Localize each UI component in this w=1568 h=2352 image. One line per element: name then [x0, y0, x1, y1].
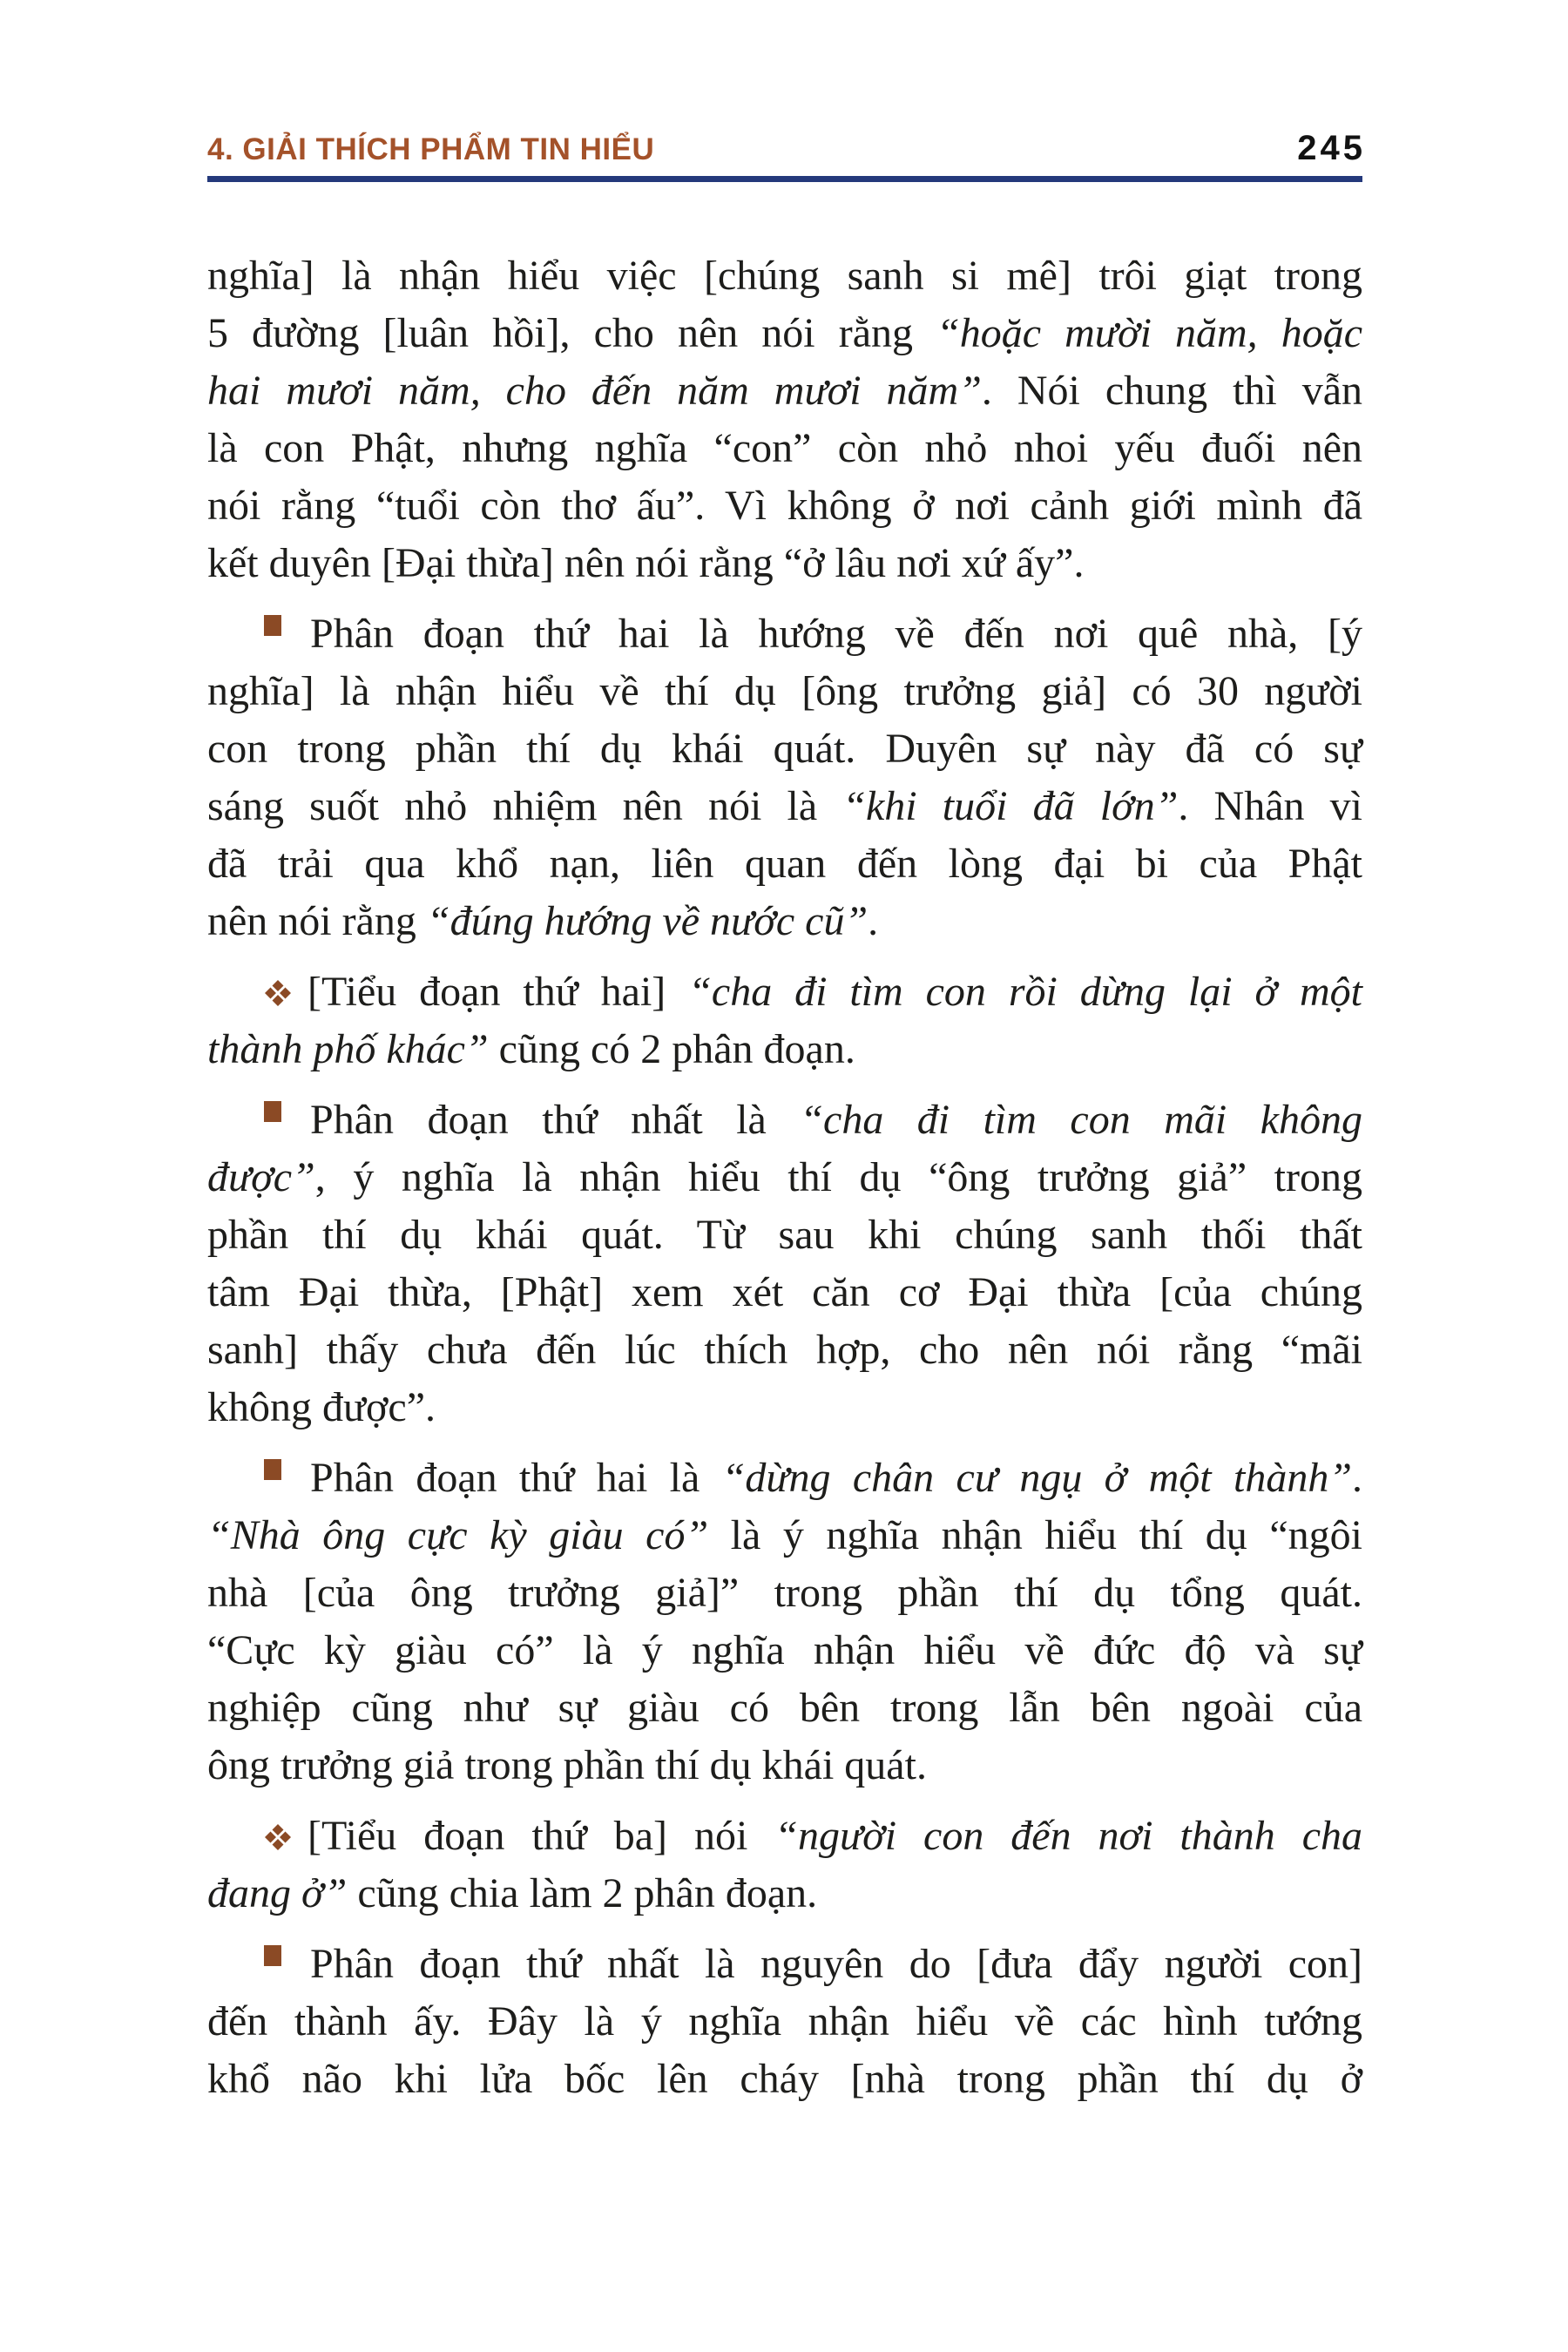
italic-text-segment: đang ở”	[207, 1870, 348, 1916]
italic-text-segment: “dừng chân cư ngụ ở một thành”	[721, 1455, 1353, 1501]
text-segment: “Cực kỳ giàu có” là ý nghĩa nhận hiểu về đức độ và sự	[207, 1627, 1362, 1673]
text-line	[207, 835, 1362, 893]
text-segment: . Nhân vì	[1178, 783, 1363, 829]
diamond-bullet-icon	[264, 963, 292, 1021]
text-segment: .	[1352, 1455, 1363, 1501]
text-segment: nghĩa] là nhận hiểu về thí dụ [ông trưởng giả] có 30 người	[207, 668, 1362, 714]
text-segment: Phân đoạn thứ nhất là	[310, 1097, 801, 1143]
paragraph-5	[207, 1450, 1362, 1794]
text-line	[207, 1993, 1362, 2051]
page-header	[207, 129, 1366, 167]
italic-text-segment: “hoặc mười năm, hoặc	[936, 310, 1363, 356]
text-line	[207, 420, 1362, 477]
text-line	[207, 362, 1362, 420]
text-segment: phần thí dụ khái quát. Từ sau khi chúng sanh thối thất	[207, 1212, 1362, 1258]
text-line	[207, 1936, 1362, 1993]
paragraph-3	[207, 963, 1362, 1078]
text-line	[207, 1149, 1362, 1206]
text-line	[207, 963, 1362, 1021]
text-segment: khổ não khi lửa bốc lên cháy [nhà trong phần thí dụ ở	[207, 2056, 1362, 2102]
text-segment: cũng có 2 phân đoạn.	[488, 1026, 855, 1072]
italic-text-segment: “Nhà ông cực kỳ giàu có”	[207, 1512, 709, 1558]
text-line	[207, 2051, 1362, 2108]
text-segment: [Tiểu đoạn thứ ba] nói	[308, 1813, 775, 1859]
square-bullet-icon	[264, 1945, 281, 1966]
text-line	[207, 1865, 1362, 1923]
text-segment: sanh] thấy chưa đến lúc thích hợp, cho nên nói rằng “mãi	[207, 1327, 1362, 1373]
text-segment: nghĩa] là nhận hiểu việc [chúng sanh si mê] trôi giạt trong	[207, 253, 1362, 299]
italic-text-segment: “cha đi tìm con rồi dừng lại ở một	[688, 969, 1362, 1015]
text-line	[207, 1021, 1362, 1078]
text-segment: . Nói chung thì vẫn	[981, 368, 1362, 414]
text-line	[207, 1622, 1362, 1680]
text-line	[207, 778, 1362, 835]
text-segment: .	[868, 898, 879, 944]
italic-text-segment: “cha đi tìm con mãi không	[800, 1097, 1362, 1143]
square-bullet-icon	[264, 1101, 281, 1122]
text-line	[207, 1808, 1362, 1865]
text-line	[207, 1737, 1362, 1794]
header-rule	[207, 176, 1362, 182]
diamond-bullet-icon	[264, 1808, 292, 1865]
text-segment: ông trưởng giả trong phần thí dụ khái quát.	[207, 1742, 927, 1788]
text-segment: [Tiểu đoạn thứ hai]	[308, 969, 689, 1015]
text-line	[207, 1507, 1362, 1565]
text-segment: Phân đoạn thứ hai là	[310, 1455, 722, 1501]
text-segment: nói rằng “tuổi còn thơ ấu”. Vì không ở nơi cảnh giới mình đã	[207, 483, 1362, 529]
text-line	[207, 1264, 1362, 1321]
text-segment: tâm Đại thừa, [Phật] xem xét căn cơ Đại thừa [của chúng	[207, 1269, 1362, 1315]
text-segment: 5 đường [luân hồi], cho nên nói rằng	[207, 310, 937, 356]
italic-text-segment: được”	[207, 1154, 315, 1200]
text-segment: là ý nghĩa nhận hiểu thí dụ “ngôi	[708, 1512, 1362, 1558]
text-line	[207, 1321, 1362, 1379]
text-line	[207, 1450, 1362, 1507]
text-line	[207, 605, 1362, 663]
text-segment: nên nói rằng	[207, 898, 427, 944]
square-bullet-icon	[264, 1459, 281, 1480]
text-line	[207, 247, 1362, 305]
italic-text-segment: “khi tuổi đã lớn”	[842, 783, 1179, 829]
text-line	[207, 720, 1362, 778]
text-line	[207, 1680, 1362, 1737]
text-segment: cũng chia làm 2 phân đoạn.	[347, 1870, 818, 1916]
italic-text-segment: “người con đến nơi thành cha	[774, 1813, 1362, 1859]
text-segment: nghiệp cũng như sự giàu có bên trong lẫn bên ngoài của	[207, 1685, 1362, 1731]
running-header-title: 4. GIẢI THÍCH PHẨM TIN HIỂU	[207, 132, 655, 166]
italic-text-segment: thành phố khác”	[207, 1026, 489, 1072]
text-segment: con trong phần thí dụ khái quát. Duyên sự này đã có sự	[207, 726, 1362, 772]
square-bullet-icon	[264, 615, 281, 636]
paragraph-1	[207, 247, 1362, 592]
text-segment: , ý nghĩa là nhận hiểu thí dụ “ông trưởng giả” trong	[314, 1154, 1362, 1200]
text-line	[207, 1379, 1362, 1436]
page-body	[207, 247, 1362, 2108]
text-line	[207, 305, 1362, 362]
text-segment: không được”.	[207, 1384, 436, 1430]
text-line	[207, 1206, 1362, 1264]
text-line	[207, 1565, 1362, 1622]
paragraph-2	[207, 605, 1362, 950]
text-line	[207, 893, 1362, 950]
text-line	[207, 477, 1362, 535]
text-segment: Phân đoạn thứ nhất là nguyên do [đưa đẩy người con]	[310, 1941, 1362, 1987]
paragraph-4	[207, 1092, 1362, 1436]
text-segment: nhà [của ông trưởng giả]” trong phần thí dụ tổng quát.	[207, 1570, 1362, 1616]
text-line	[207, 535, 1362, 592]
text-segment: là con Phật, nhưng nghĩa “con” còn nhỏ nhoi yếu đuối nên	[207, 425, 1362, 471]
text-segment: Phân đoạn thứ hai là hướng về đến nơi quê nhà, [ý	[310, 611, 1362, 657]
text-segment: đã trải qua khổ nạn, liên quan đến lòng đại bi của Phật	[207, 841, 1362, 887]
paragraph-6	[207, 1808, 1362, 1923]
text-segment: đến thành ấy. Đây là ý nghĩa nhận hiểu về các hình tướng	[207, 1998, 1362, 2044]
text-line	[207, 663, 1362, 720]
page-number: 245	[1297, 129, 1366, 167]
text-segment: sáng suốt nhỏ nhiệm nên nói là	[207, 783, 843, 829]
italic-text-segment: hai mươi năm, cho đến năm mươi năm”	[207, 368, 982, 414]
paragraph-7	[207, 1936, 1362, 2108]
italic-text-segment: “đúng hướng về nước cũ”	[426, 898, 868, 944]
text-line	[207, 1092, 1362, 1149]
text-segment: kết duyên [Đại thừa] nên nói rằng “ở lâu nơi xứ ấy”.	[207, 540, 1085, 586]
